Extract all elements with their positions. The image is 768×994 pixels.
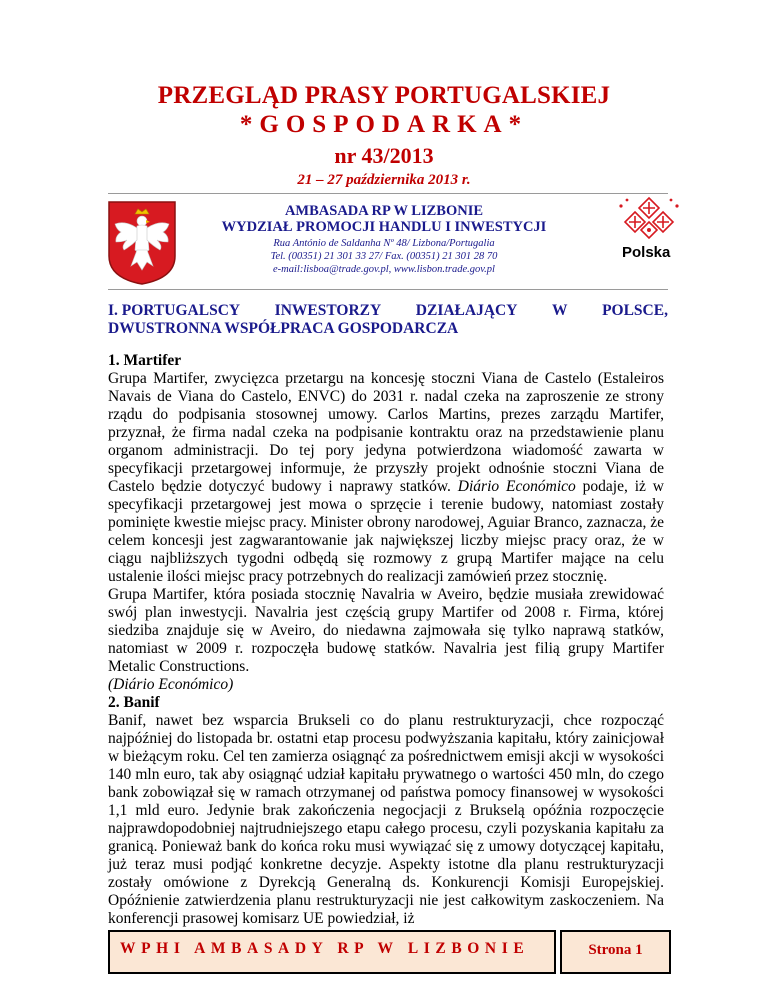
article-paragraph: Grupa Martifer, która posiada stocznię Navalria w Aveiro, będzie musiała zrewidować swój plan inwestycji. Navalria jest częścią grupy Martifer od 2008 r. Firma, której siedziba znajduje się w Aveiro, do niedawna zajmowała się tylko naprawą statków, natomiast w 2009 r. rozpoczęła budowę statków. Navalria jest filią grupy Martifer Metalic Constructions. xyxy=(108,586,664,675)
header-top-rule xyxy=(108,193,668,194)
document-title: PRZEGLĄD PRASY PORTUGALSKIEJ xyxy=(157,82,611,109)
header-bottom-rule xyxy=(108,289,668,290)
embassy-address: Rua António de Saldanha Nº 48/ Lizbona/Portugalia xyxy=(273,238,495,249)
paragraph-text: Grupa Martifer, zwycięzca przetargu na koncesję stoczni Viana de Castelo (Estaleiros Navais de Viana do Castelo, ENVC) do 2031 r. nadal czeka na zaproszenie ze strony rządu do podpisania stosownej umowy. Carlos Martins, prezes zarządu Martifer, przyznał, że firma nadal czeka na podpisanie kontraktu oraz na przedstawienie planu organom administracji. Do tej pory jedyna potwierdzona wiadomość zawarta w specyfikacji przetargowej informuje, że przyszły projekt odnośnie stoczni Viana de Castelo będzie dotyczyć budowy i naprawy statków. xyxy=(108,370,664,495)
footer-text: WPHI AMBASADY RP W LIZBONIE xyxy=(120,940,530,957)
embassy-name: AMBASADA RP W LIZBONIE xyxy=(284,203,484,219)
article-heading: 1. Martifer xyxy=(108,352,182,369)
section-heading-line2: DWUSTRONNA WSPÓŁPRACA GOSPODARCZA xyxy=(108,320,459,337)
embassy-phone: Tel. (00351) 21 301 33 27/ Fax. (00351) 21 301 28 70 xyxy=(270,251,498,262)
issue-number: nr 43/2013 xyxy=(334,143,434,168)
document-subtitle: *GOSPODARKA* xyxy=(239,111,529,138)
embassy-contact: e-mail:lisboa@trade.gov.pl, www.lisbon.trade.gov.pl xyxy=(273,264,495,275)
section-heading-word: W xyxy=(551,302,568,319)
source-name-inline: Diário Económico xyxy=(457,478,576,495)
section-heading-word: INWESTORZY xyxy=(274,302,382,319)
section-heading xyxy=(108,302,668,338)
section-heading-word: POLSCE, xyxy=(602,302,668,319)
article-paragraph: Banif, nawet bez wsparcia Brukseli co do planu restrukturyzacji, chce rozpocząć najpóźniej do listopada br. ostatni etap procesu podwyższania kapitału, który zainicjował w bieżącym roku. Cel ten zamierza osiągnąć za pośrednictwem emisji akcji w wysokości 140 mln euro, tak aby osiągnąć udział kapitału prywatnego o wartości 450 mln, do czego bank zobowiązał się w ramach otrzymanej od państwa pomocy finansowej w wysokości 1,1 mld euro. Jedynie brak zakończenia negocjacji z Brukselą opóźnia rozpoczęcie najprawdopodobniej najtrudniejszego etapu całego procesu, czyli pozyskania kapitału za granicą. Ponieważ bank do końca roku musi wywiązać się z umowy dotyczącej kapitału, już teraz musi podjąć konkretne decyzje. Aspekty istotne dla planu restrukturyzacji zostały omówione z Dyrekcją Generalną ds. Konkurencji Komisji Europejskiej. Opóźnienie zatwierdzenia planu restrukturyzacji nie jest całkowitym zaskoczeniem. Na konferencji prasowej komisarz UE powiedział, iż xyxy=(108,712,664,927)
section-heading-word: I. PORTUGALSCY xyxy=(108,302,241,319)
issue-dates: 21 – 27 października 2013 r. xyxy=(297,172,471,188)
polska-logo-text: Polska xyxy=(622,244,671,261)
paragraph-text: podaje, iż w specyfikacji przetargowej jest mowa o sprzęcie i terenie budowy, natomiast zostały pominięte kwestie miejsc pracy. Minister obrony narodowej, Aguiar Branco, zaznacza, że celem koncesji jest zagwarantowanie jak największej liczby miejsc pracy oraz, że w ciągu najbliższych tygodni odbędą się rozmowy z grupą Martifer mające na celu ustalenie ilości miejsc pracy potrzebnych do realizacji zamówień przez stocznię. xyxy=(108,478,664,585)
article-paragraph xyxy=(108,370,664,586)
section-heading-word: DZIAŁAJĄCY xyxy=(415,302,518,319)
article-source: (Diário Económico) xyxy=(108,676,234,693)
article-martifer xyxy=(108,352,664,694)
article-heading: 2. Banif xyxy=(108,694,160,711)
embassy-department: WYDZIAŁ PROMOCJI HANDLU I INWESTYCJI xyxy=(221,219,547,235)
article-banif xyxy=(108,694,664,928)
page-number: Strona 1 xyxy=(588,942,643,958)
